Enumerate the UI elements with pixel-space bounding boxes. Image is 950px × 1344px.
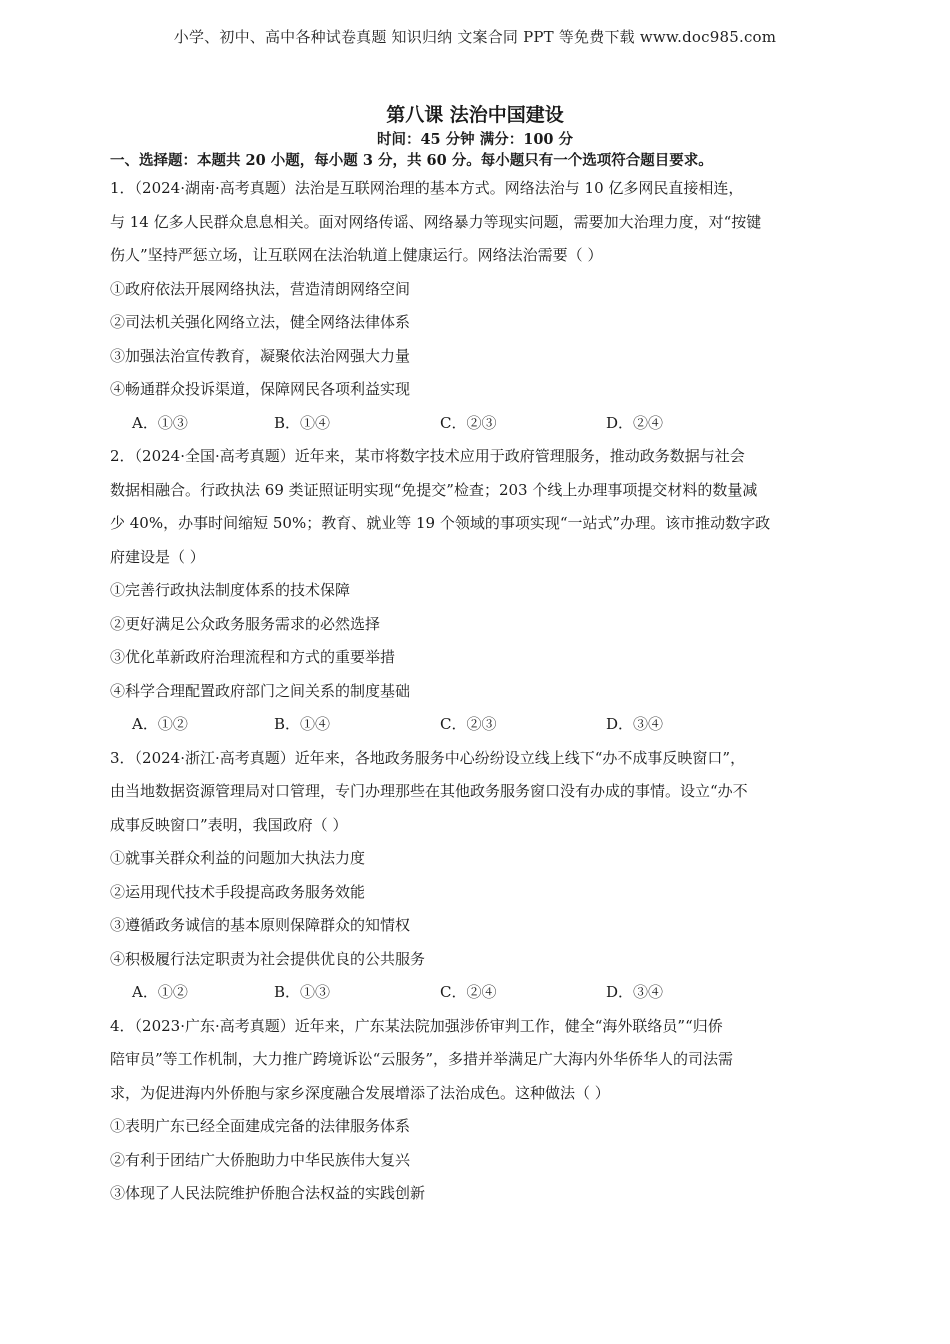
statement-item: ④科学合理配置政府部门之间关系的制度基础 xyxy=(110,681,411,700)
question-text-line: 伤人”坚持严惩立场，让互联网在法治轨道上健康运行。网络法治需要（ ） xyxy=(110,246,603,264)
option-c: C．②③ xyxy=(440,715,497,733)
statement-item: ③体现了人民法院维护侨胞合法权益的实践创新 xyxy=(110,1184,426,1202)
statement-item: ④畅通群众投诉渠道，保障网民各项利益实现 xyxy=(110,380,411,398)
question-text-line: 数据相融合。行政执法 69 类证照证明实现“免提交”检查；203 个线上办理事项提交材料的数量减 xyxy=(110,480,758,499)
question-3 xyxy=(110,742,850,1010)
option-d: D．③④ xyxy=(606,983,664,1001)
option-c: C．②④ xyxy=(440,983,497,1001)
answer-options xyxy=(110,708,850,742)
statement-item: ①就事关群众利益的问题加大执法力度 xyxy=(110,849,366,867)
option-b: B．①④ xyxy=(274,413,331,432)
option-b: B．①④ xyxy=(274,715,331,733)
option-a: A．①③ xyxy=(132,413,188,432)
option-b: B．①③ xyxy=(274,983,331,1001)
question-text-line: 2．（2024·全国·高考真题）近年来，某市将数字技术应用于政府管理服务，推动政务数据与社会 xyxy=(110,447,745,465)
question-1 xyxy=(110,172,850,440)
statement-item: ②司法机关强化网络立法，健全网络法律体系 xyxy=(110,313,411,331)
statement-item: ②更好满足公众政务服务需求的必然选择 xyxy=(110,614,381,633)
exam-content xyxy=(110,150,850,1211)
answer-options xyxy=(110,407,850,441)
statement-item: ④积极履行法定职责为社会提供优良的公共服务 xyxy=(110,949,426,968)
option-c: C．②③ xyxy=(440,413,497,432)
question-text-line: 4．（2023·广东·高考真题）近年来，广东某法院加强涉侨审判工作，健全“海外联络员”“归侨 xyxy=(110,1016,723,1035)
site-banner: 小学、初中、高中各种试卷真题 知识归纳 文案合同 PPT 等免费下载 www.doc985.com xyxy=(173,28,777,46)
question-4 xyxy=(110,1010,850,1211)
question-text-line: 由当地数据资源管理局对口管理，专门办理那些在其他政务服务窗口没有办成的事情。设立“办不 xyxy=(110,782,748,800)
answer-options xyxy=(110,976,850,1010)
exam-meta: 时间：45 分钟 满分：100 分 xyxy=(376,131,574,148)
lesson-title: 第八课 法治中国建设 xyxy=(386,104,564,126)
option-a: A．①② xyxy=(132,715,188,733)
statement-item: ③优化革新政府治理流程和方式的重要举措 xyxy=(110,648,396,666)
statement-item: ①表明广东已经全面建成完备的法律服务体系 xyxy=(110,1117,411,1135)
question-text-line: 成事反映窗口”表明，我国政府（ ） xyxy=(110,815,348,834)
option-a: A．①② xyxy=(132,983,188,1001)
statement-item: ③遵循政务诚信的基本原则保障群众的知情权 xyxy=(110,916,411,934)
statement-item: ①完善行政执法制度体系的技术保障 xyxy=(110,581,351,599)
question-text-line: 求，为促进海内外侨胞与家乡深度融合发展增添了法治成色。这种做法（ ） xyxy=(110,1083,610,1102)
question-text-line: 3．（2024·浙江·高考真题）近年来，各地政务服务中心纷纷设立线上线下“办不成事反映窗口”， xyxy=(110,748,746,767)
statement-item: ②有利于团结广大侨胞助力中华民族伟大复兴 xyxy=(110,1150,411,1169)
option-d: D．②④ xyxy=(606,413,664,432)
statement-item: ②运用现代技术手段提高政务服务效能 xyxy=(110,882,366,901)
statement-item: ①政府依法开展网络执法，营造清朗网络空间 xyxy=(110,279,411,298)
option-d: D．③④ xyxy=(606,715,664,733)
question-text-line: 1．（2024·湖南·高考真题）法治是互联网治理的基本方式。网络法治与 10 亿多网民直接相连， xyxy=(110,179,744,197)
question-text-line: 与 14 亿多人民群众息息相关。面对网络传谣、网络暴力等现实问题，需要加大治理力度，对“按键 xyxy=(110,212,762,231)
question-text-line: 少 40%，办事时间缩短 50%；教育、就业等 19 个领域的事项实现“一站式”办理。该市推动数字政 xyxy=(110,514,771,532)
section-heading: 一、选择题：本题共 20 小题，每小题 3 分，共 60 分。每小题只有一个选项符合题目要求。 xyxy=(110,152,713,169)
question-text-line: 府建设是（ ） xyxy=(110,547,205,566)
statement-item: ③加强法治宣传教育，凝聚依法治网强大力量 xyxy=(110,346,411,365)
question-text-line: 陪审员”等工作机制，大力推广跨境诉讼“云服务”，多措并举满足广大海内外华侨华人的司法需 xyxy=(110,1050,734,1068)
question-2 xyxy=(110,440,850,742)
